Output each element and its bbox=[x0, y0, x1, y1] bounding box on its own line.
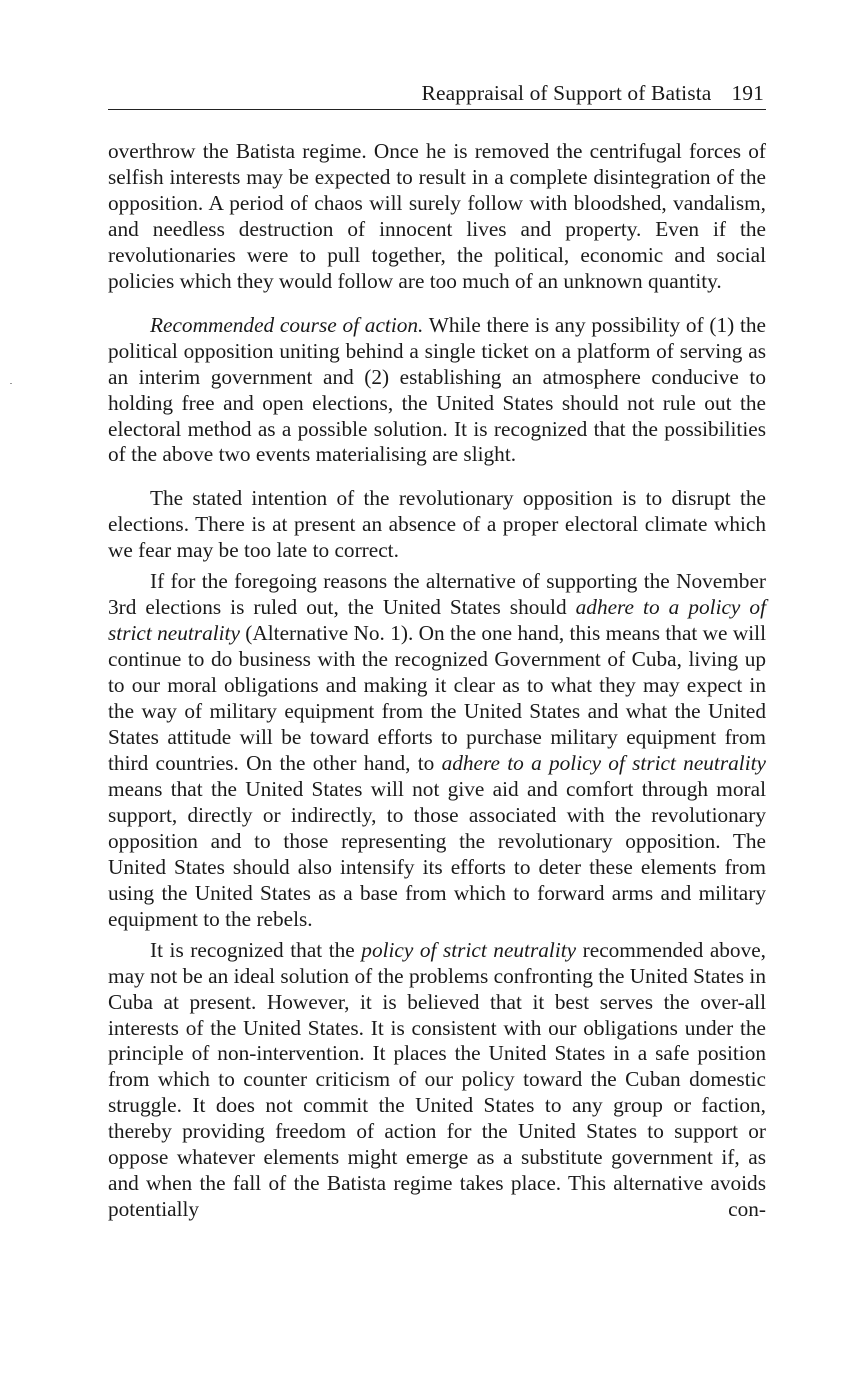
running-header bbox=[108, 80, 766, 110]
text-run: If for the foregoing reasons the alternative of supporting the November 3rd elections is ruled out, the United States should bbox=[108, 569, 766, 620]
paragraph-recognized-policy bbox=[108, 938, 766, 1223]
text-run: recommended above, may not be an ideal solution of the problems confronting the United States in Cuba at present. However, it is believed that it best serves the over-all interests of the United States. It is consistent with our obligations under the principle of non-intervention. It places the United States in a safe position from which to counter criticism of our policy toward the Cuban domestic struggle. It does not commit the United States to any group or faction, thereby providing freedom of action for the United States to support or oppose whatever elements might emerge as a substitute government if, as and when the fall of the Batista regime takes place. This alternative avoids potentially con- bbox=[108, 937, 766, 1222]
running-title: Reappraisal of Support of Batista bbox=[421, 81, 712, 105]
text-run: While there is any possibility of (1) the political opposition uniting behind a single ticket on a platform of serving as an interim government and (2) establishing an atmosphere conducive to holding free and open elections, the United States should not rule out the electoral method as a possible solution. It is recognized that the possibilities of the above two events materialising are slight. bbox=[108, 312, 767, 467]
page-number: 191 bbox=[731, 81, 764, 105]
text-run: means that the United States will not give aid and comfort through moral support, directly or indirectly, to those associated with the revolutionary opposition and to those representing the revolutionary opposition. The United States should also intensify its efforts to deter these elements from using the United States as a base from which to forward arms and military equipment to the rebels. bbox=[108, 776, 766, 931]
italic-phrase: adhere to a policy of strict neutrality bbox=[441, 750, 766, 775]
paragraph-continued bbox=[108, 139, 766, 295]
text-run: The stated intention of the revolutionary opposition is to disrupt the elections. There is at present an absence of a proper electoral climate which we fear may be too late to correct. bbox=[108, 486, 766, 563]
text-run: It is recognized that the bbox=[150, 937, 362, 962]
text-run: overthrow the Batista regime. Once he is removed the centrifugal forces of selfish interests may be expected to result in a complete disintegration of the opposition. A period of chaos will surely follow with bloodshed, vandalism, and needless destruction of innocent lives and property. Even if the revolutionaries were to pull together, the political, economic and social policies which they would follow are too much of an unknown quantity. bbox=[108, 139, 766, 293]
book-page bbox=[108, 80, 766, 1223]
paragraph-recommended-action bbox=[108, 313, 766, 469]
section-run-in-heading: Recommended course of action. bbox=[150, 312, 424, 337]
paragraph-stated-intention bbox=[108, 486, 766, 564]
italic-phrase: adhere to a policy of strict neutrality bbox=[108, 595, 767, 646]
text-run: (Alternative No. 1). On the one hand, this means that we will continue to do business with the recognized Government of Cuba, living up to our moral obligations and making it clear as to what they may expect in the way of military equipment from the United States and what the United States attitude will be toward efforts to purchase military equipment from third countries. On the other hand, to bbox=[108, 621, 766, 775]
scan-speck bbox=[10, 383, 12, 384]
body-text bbox=[108, 139, 766, 1223]
italic-phrase: policy of strict neutrality bbox=[361, 937, 577, 962]
paragraph-strict-neutrality bbox=[108, 569, 766, 932]
